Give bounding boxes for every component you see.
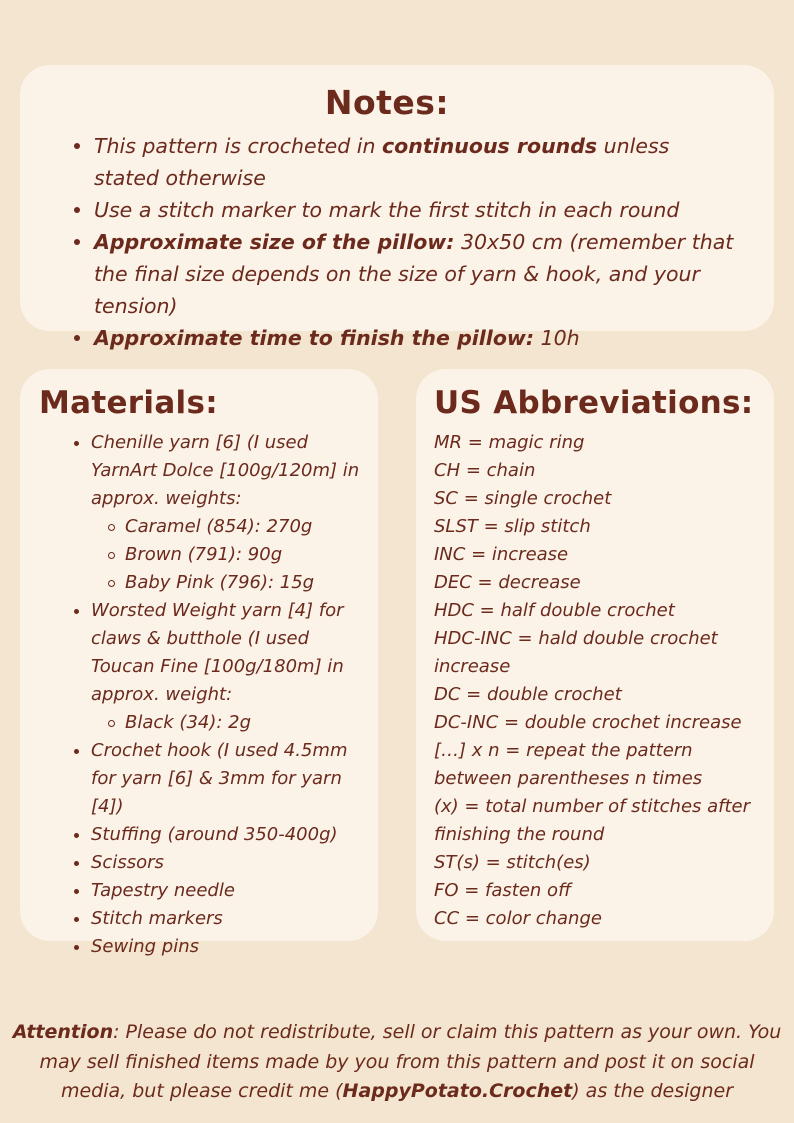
abbreviations-card xyxy=(416,369,774,941)
abbreviation-item: INC = increase xyxy=(434,544,569,565)
abbreviations-list xyxy=(434,429,764,933)
notes-list xyxy=(74,130,734,354)
abbreviation-item: (x) = total number of stitches after finishing the round xyxy=(434,796,751,845)
materials-card xyxy=(20,369,378,957)
notes-card xyxy=(20,65,774,350)
designer-handle: HappyPotato.Crochet xyxy=(342,1080,573,1102)
abbreviation-item: DC = double crochet xyxy=(434,684,622,705)
attention-notice: Attention: Please do not redistribute, sell or claim this pattern as your own. You may sell finished items made by you from this pattern and post it on social media, but please credit me (HappyPotato.Crochet) as the designer xyxy=(12,1021,782,1102)
materials-item: Chenille yarn [6] (I used YarnArt Dolce [100g/120m] in approx. weights: Caramel (854): 270g Brown (791): 90g Baby Pink (796): 15g xyxy=(72,429,368,597)
materials-item: Worsted Weight yarn [4] for claws & butthole (I used Toucan Fine [100g/180m] in approx. weight: Black (34): 2g xyxy=(72,597,368,737)
abbreviation-item: DC-INC = double crochet increase xyxy=(434,712,742,733)
materials-item: Scissors xyxy=(72,849,368,877)
abbreviation-item: SC = single crochet xyxy=(434,488,612,509)
abbreviation-item: CC = color change xyxy=(434,908,602,929)
abbreviation-item: CH = chain xyxy=(434,460,536,481)
materials-item: Crochet hook (I used 4.5mm for yarn [6] & 3mm for yarn [4]) xyxy=(72,737,368,821)
materials-title: Materials: xyxy=(39,385,218,421)
abbreviation-item: MR = magic ring xyxy=(434,432,585,453)
notes-item: Use a stitch marker to mark the first stitch in each round xyxy=(74,194,734,226)
notes-item: Approximate size of the pillow: 30x50 cm (remember that the final size depends on the size of yarn & hook, and your tension) xyxy=(74,226,734,322)
materials-subitem: Brown (791): 90g xyxy=(91,541,368,569)
materials-item: Stitch markers xyxy=(72,905,368,933)
materials-item: Stuffing (around 350-400g) xyxy=(72,821,368,849)
notes-title: Notes: xyxy=(324,83,450,122)
abbreviation-item: HDC-INC = hald double crochet increase xyxy=(434,628,718,677)
notes-item: Approximate time to finish the pillow: 10h xyxy=(74,322,734,354)
materials-subitem: Baby Pink (796): 15g xyxy=(91,569,368,597)
notes-item: This pattern is crocheted in continuous rounds unless stated otherwise xyxy=(74,130,734,194)
abbreviation-item: DEC = decrease xyxy=(434,572,581,593)
materials-subitem: Black (34): 2g xyxy=(91,709,368,737)
materials-list xyxy=(39,429,368,961)
materials-sublist xyxy=(91,709,368,737)
abbreviation-item: FO = fasten off xyxy=(434,880,572,901)
materials-subitem: Caramel (854): 270g xyxy=(91,513,368,541)
abbreviation-item: ST(s) = stitch(es) xyxy=(434,852,591,873)
materials-sublist xyxy=(91,513,368,597)
materials-item: Sewing pins xyxy=(72,933,368,961)
abbreviation-item: HDC = half double crochet xyxy=(434,600,675,621)
abbreviations-title: US Abbreviations: xyxy=(434,385,754,421)
attention-label: Attention xyxy=(12,1021,114,1043)
materials-item: Tapestry needle xyxy=(72,877,368,905)
abbreviation-item: SLST = slip stitch xyxy=(434,516,591,537)
abbreviation-item: […] x n = repeat the pattern between parentheses n times xyxy=(434,740,703,789)
